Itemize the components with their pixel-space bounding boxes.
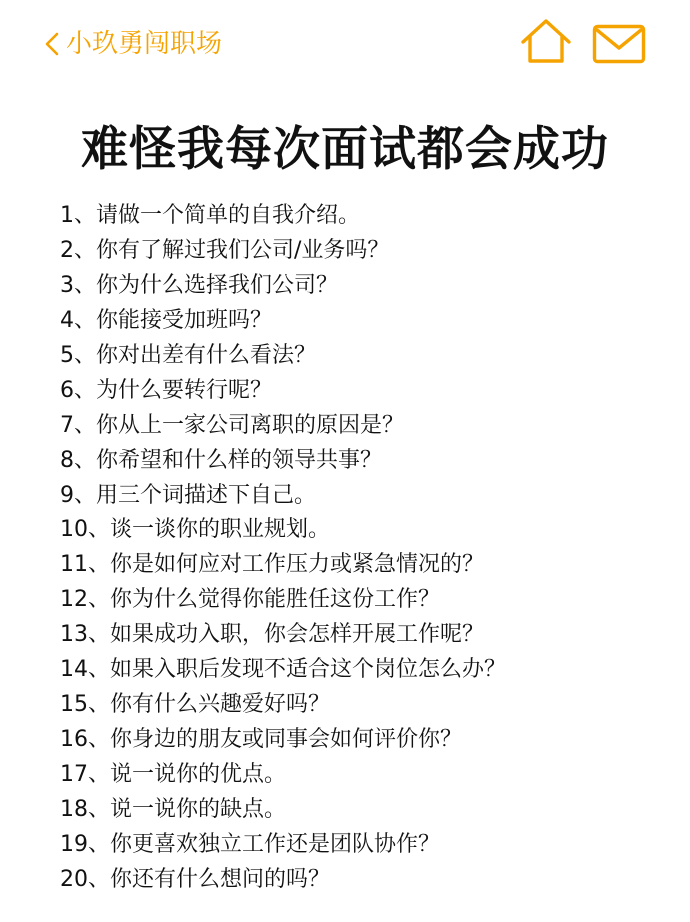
home-icon — [520, 18, 572, 64]
list-item: 2、你有了解过我们公司/业务吗？ — [60, 237, 390, 263]
list-item: 8、你希望和什么样的领导共事？ — [60, 447, 382, 473]
list-item: 5、你对出差有什么看法？ — [60, 342, 316, 368]
list-item: 6、为什么要转行呢？ — [60, 377, 272, 403]
list-item: 17、说一说你的优点。 — [60, 762, 286, 787]
list-item: 3、你为什么选择我们公司？ — [60, 272, 338, 298]
question-list — [60, 199, 680, 898]
list-item: 16、你身边的朋友或同事会如何评价你？ — [60, 727, 462, 753]
list-item: 13、如果成功入职，你会怎样开展工作呢？ — [60, 622, 484, 648]
list-item: 9、用三个词描述下自己。 — [60, 482, 316, 508]
list-item: 19、你更喜欢独立工作还是团队协作？ — [60, 831, 440, 857]
mail-icon — [592, 24, 646, 64]
list-item: 14、如果入职后发现不适合这个岗位怎么办？ — [60, 657, 506, 683]
list-item: 1、请做一个简单的自我介绍。 — [60, 203, 360, 228]
home-button[interactable] — [520, 18, 572, 64]
list-item: 20、你还有什么想问的吗？ — [60, 866, 330, 892]
list-item: 4、你能接受加班吗？ — [60, 307, 272, 333]
top-bar — [0, 0, 690, 90]
back-label: 小玖勇闯职场 — [66, 29, 223, 59]
list-item: 15、你有什么兴趣爱好吗？ — [60, 692, 330, 718]
chevron-left-icon — [44, 31, 60, 57]
list-item: 11、你是如何应对工作压力或紧急情况的？ — [60, 552, 484, 578]
list-item: 10、谈一谈你的职业规划。 — [60, 517, 330, 543]
mail-button[interactable] — [592, 24, 646, 64]
list-item: 7、你从上一家公司离职的原因是？ — [60, 412, 404, 438]
list-item: 18、说一说你的缺点。 — [60, 796, 286, 822]
list-item: 12、你为什么觉得你能胜任这份工作？ — [60, 587, 440, 613]
page-title: 难怪我每次面试都会成功 — [81, 122, 609, 177]
back-button[interactable] — [44, 24, 222, 64]
